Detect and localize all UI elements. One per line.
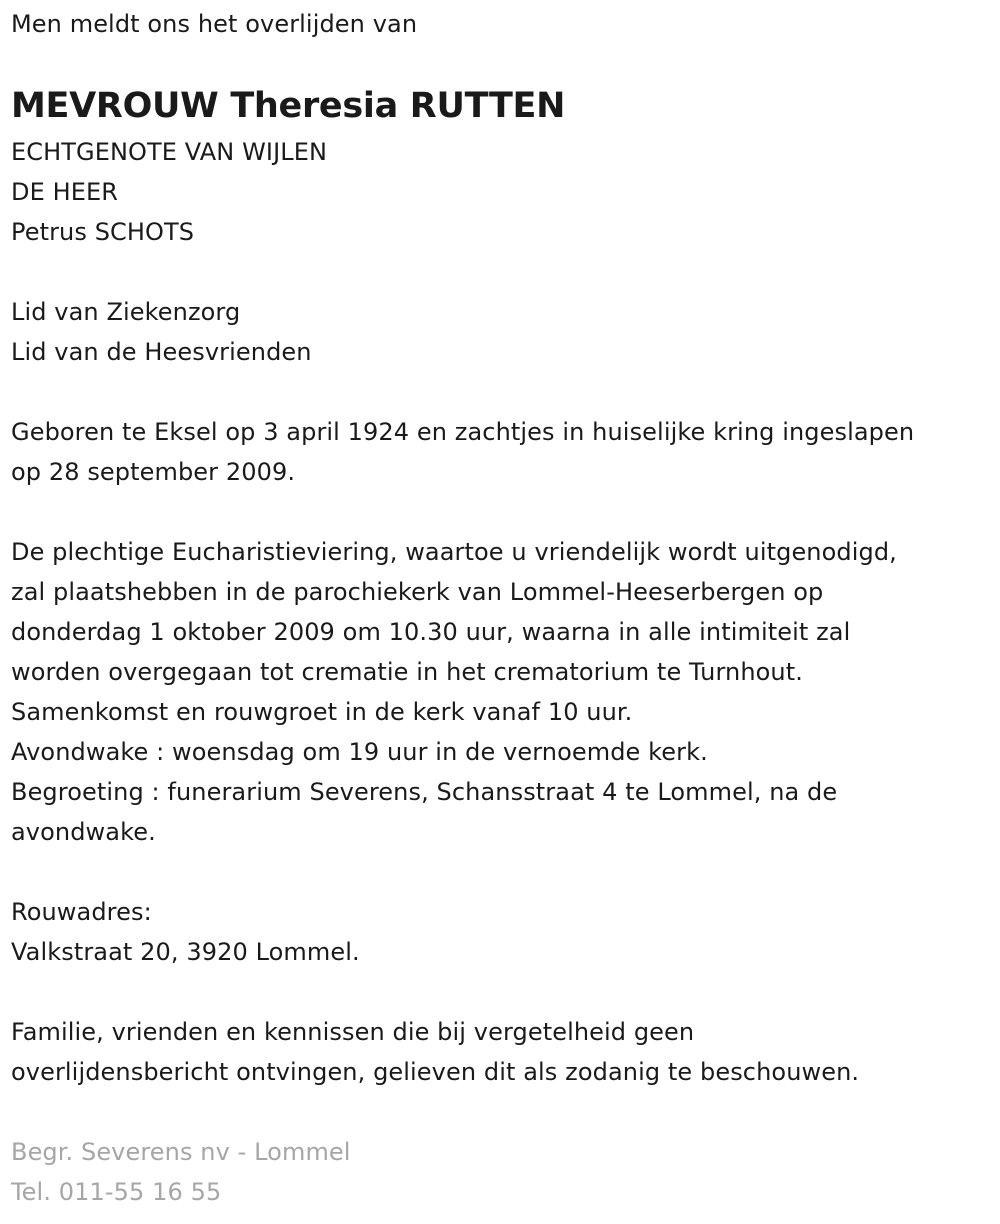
ceremony-line: avondwake. [11,818,156,846]
closing-line: overlijdensbericht ontvingen, gelieven dit als zodanig te beschouwen. [11,1058,860,1086]
spacer [11,852,996,892]
spacer [11,972,996,1012]
ceremony-line: worden overgegaan tot crematie in het crematorium te Turnhout. [11,658,803,686]
spouse-line: DE HEER [11,178,119,206]
intro-line: Men meldt ons het overlijden van [11,10,418,38]
funeral-home-footer [11,1132,996,1212]
membership-line: Lid van Ziekenzorg [11,298,241,326]
spacer [11,252,996,292]
closing-block [11,1012,996,1092]
ceremony-line: Begroeting : funerarium Severens, Schansstraat 4 te Lommel, na de [11,778,838,806]
birth-death-block [11,412,996,492]
spouse-line: ECHTGENOTE VAN WIJLEN [11,138,328,166]
obituary-notice [11,4,996,1212]
closing-line: Familie, vrienden en kennissen die bij vergetelheid geen [11,1018,695,1046]
ceremony-block [11,532,996,852]
ceremony-line: Samenkomst en rouwgroet in de kerk vanaf 10 uur. [11,698,633,726]
funeral-home-name: Begr. Severens nv - Lommel [11,1138,351,1166]
address-block [11,892,996,972]
ceremony-line: De plechtige Eucharistieviering, waartoe u vriendelijk wordt uitgenodigd, [11,538,897,566]
spouse-line: Petrus SCHOTS [11,218,195,246]
birth-death-line: Geboren te Eksel op 3 april 1924 en zachtjes in huiselijke kring ingeslapen [11,418,915,446]
spacer [11,1092,996,1132]
ceremony-line: Avondwake : woensdag om 19 uur in de vernoemde kerk. [11,738,708,766]
ceremony-line: donderdag 1 oktober 2009 om 10.30 uur, waarna in alle intimiteit zal [11,618,851,646]
spacer [11,492,996,532]
address-label: Rouwadres: [11,898,152,926]
membership-line: Lid van de Heesvrienden [11,338,312,366]
memberships-block [11,292,996,372]
address-line: Valkstraat 20, 3920 Lommel. [11,938,360,966]
birth-death-line: op 28 september 2009. [11,458,296,486]
spouse-block [11,132,996,252]
ceremony-line: zal plaatshebben in de parochiekerk van Lommel-Heeserbergen op [11,578,824,606]
spacer [11,372,996,412]
funeral-home-phone: Tel. 011-55 16 55 [11,1178,222,1206]
deceased-name: MEVROUW Theresia RUTTEN [11,86,566,126]
